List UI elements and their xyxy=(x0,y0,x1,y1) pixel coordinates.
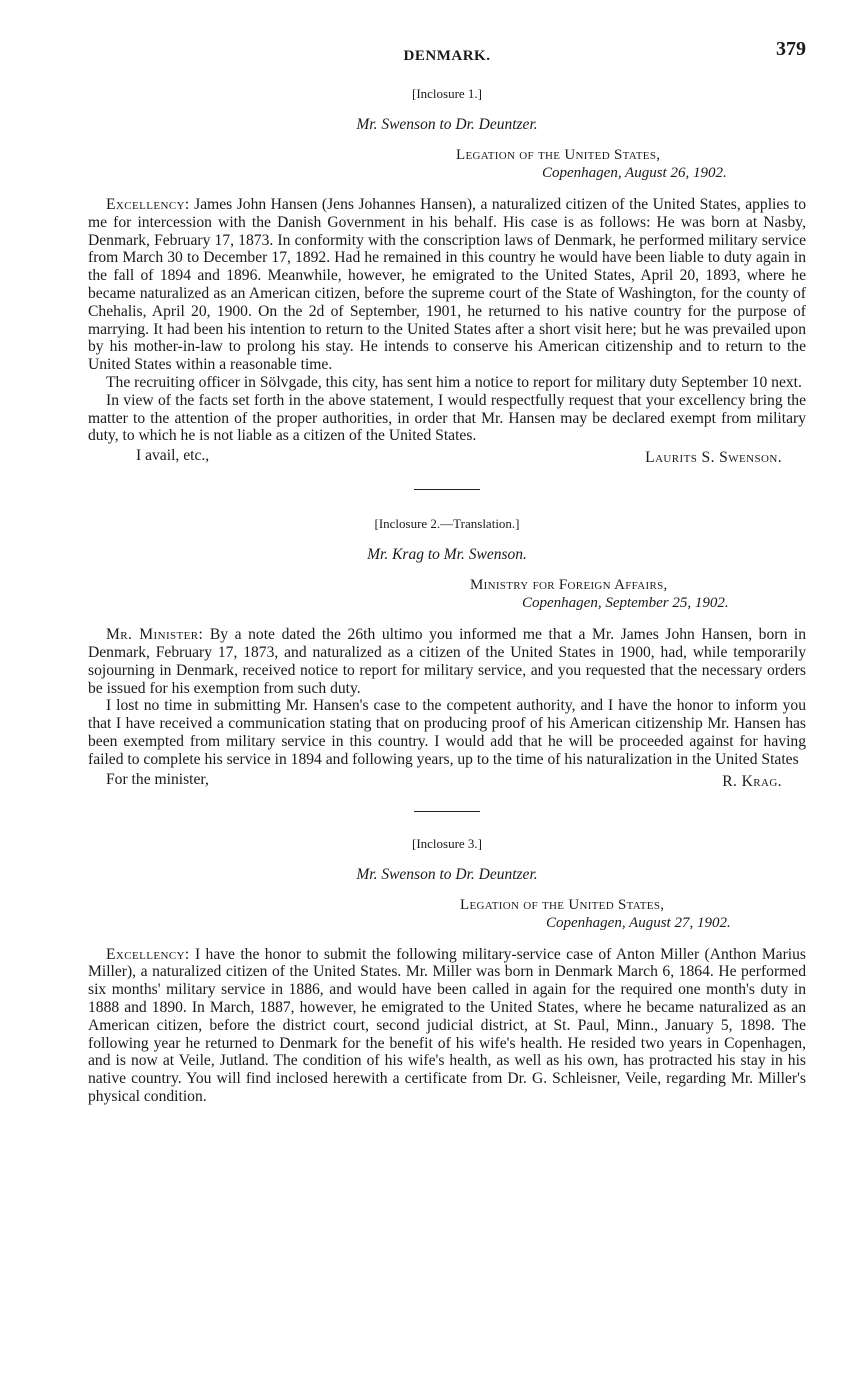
inclosure-label: [Inclosure 2.—Translation.] xyxy=(374,516,520,532)
complimentary-close: I avail, etc., xyxy=(136,447,210,465)
letter-heading xyxy=(88,576,806,612)
inclosure-2 xyxy=(88,516,806,790)
salutation: Excellency: xyxy=(106,945,190,963)
sender-organization: Legation of the United States, xyxy=(460,896,665,913)
paragraph: In view of the facts set forth in the above statement, I would respectfully request that your excellency bring the matter to the attention of the proper authorities, in order that Mr. Hansen may be declared exempt from military duty, to which he is not liable as a citizen of the United States. xyxy=(88,391,806,445)
correspondents-heading: Mr. Swenson to Dr. Deuntzer. xyxy=(356,116,538,133)
letter-body xyxy=(88,196,806,445)
paragraph-text: By a note dated the 26th ultimo you informed me that a Mr. James John Hansen, born in Denmark, February 17, 1873, and naturalized as a citizen of the United States in 1900, had, while temporarily sojourning in Denmark, received notice to report for military service, and you requested that the necessary orders be issued for his exemption from such duty. xyxy=(88,626,806,697)
salutation: Excellency: xyxy=(106,196,190,213)
inclosure-3 xyxy=(88,836,806,1106)
inclosure-1 xyxy=(88,86,806,467)
complimentary-close: For the minister, xyxy=(106,770,209,788)
paragraph xyxy=(88,626,806,697)
letter-heading xyxy=(88,896,806,932)
page-title: DENMARK. xyxy=(403,48,491,64)
inclosure-label: [Inclosure 1.] xyxy=(411,86,483,101)
running-head xyxy=(88,36,806,72)
sender-organization: Legation of the United States, xyxy=(456,147,661,163)
correspondents-heading: Mr. Swenson to Dr. Deuntzer. xyxy=(356,865,538,883)
place-date: Copenhagen, August 27, 1902. xyxy=(546,914,731,931)
letter-body xyxy=(88,946,806,1106)
section-divider xyxy=(414,489,480,490)
letter-closing xyxy=(88,445,806,467)
correspondents-heading: Mr. Krag to Mr. Swenson. xyxy=(367,546,527,564)
section-divider xyxy=(414,811,480,812)
paragraph: The recruiting officer in Sölvgade, this city, has sent him a notice to report for military duty September 10 next. xyxy=(106,373,802,391)
paragraph-text: James John Hansen (Jens Johannes Hansen), a naturalized citizen of the United States, applies to me for intercession with the Danish Government in his behalf. His case is as follows: He was born at Nasby, Denmark, February 17, 1873. In conformity with the conscription laws of Denmark, he performed military service from March 30 to December 17, 1892. Had he remained in this country he would have been liable to duty again in the fall of 1894 and 1896. Meanwhile, however, he emigrated to the United States, April 20, 1893, where he became naturalized as an American citizen, before the supreme court of the State of Washington, for the county of Chehalis, April 20, 1900. On the 2d of September, 1901, he returned to his native country for the purpose of marrying. It had been his intention to return to the United States after a short visit here; but he was prevailed upon by his mother-in-law to prolong his stay. He intends to conserve his American citizenship and to return to the United States within a reasonable time. xyxy=(88,196,806,374)
document-page xyxy=(88,36,806,1106)
letter-body xyxy=(88,626,806,768)
letter-closing xyxy=(88,769,806,791)
paragraph: I lost no time in submitting Mr. Hansen's case to the competent authority, and I have the honor to inform you that I have received a communication stating that on producing proof of his American citizenship Mr. Hansen has been exempted from military service in this country. I would add that he will be proceeded against for having failed to complete his service in 1894 and following years, up to the time of his naturalization in the United States xyxy=(88,697,806,768)
paragraph-text: I have the honor to submit the following military-service case of Anton Miller (Anthon Marius Miller), a naturalized citizen of the United States. Mr. Miller was born in Denmark March 6, 1864. He performed six months' military service in 1886, and would have been called in again for the required one month's duty in 1888 and 1890. In March, 1887, however, he emigrated to the United States, where he became naturalized as an American citizen, before the district court, second judicial district, at St. Paul, Minn., January 5, 1898. The following year he returned to Denmark for the benefit of his wife's health. He resided two years in Copenhagen, and is now at Veile, Jutland. The condition of his wife's health, as well as his own, has protracted his stay in his native country. You will find inclosed herewith a certificate from Dr. G. Schleisner, Veile, regarding Mr. Miller's physical condition. xyxy=(88,945,806,1105)
place-date: Copenhagen, September 25, 1902. xyxy=(522,595,729,612)
inclosure-label: [Inclosure 3.] xyxy=(411,835,483,851)
signature: R. Krag. xyxy=(722,772,782,790)
signature: Laurits S. Swenson. xyxy=(645,449,782,467)
letter-heading xyxy=(88,146,806,182)
paragraph xyxy=(88,946,806,1106)
salutation: Mr. Minister: xyxy=(106,626,204,644)
sender-organization: Ministry for Foreign Affairs, xyxy=(470,577,668,594)
place-date: Copenhagen, August 26, 1902. xyxy=(542,165,727,181)
page-number: 379 xyxy=(776,38,806,60)
paragraph xyxy=(88,196,806,374)
